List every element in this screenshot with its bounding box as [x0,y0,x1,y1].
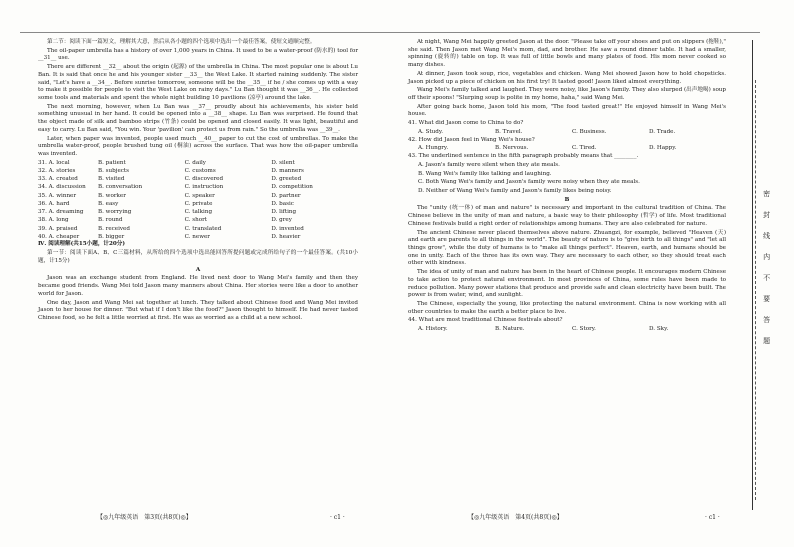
passage-paragraph: At night, Wang Mei happily greeted Jason at the door. "Please take off your shoes and put on slippers (拖鞋)," she said. Then Jason met Wang Mei's mom, dad, and brother. He saw a round dinner table. It had a smaller, spinning (旋转的) table on top. It was full of little bowls and many plates of food. His mom never cooked so many dishes. [408,39,726,69]
cloze-paragraph: The oil-paper umbrella has a history of over 1,000 years in China. It used to be a water-proof (防水的) tool for __31__ use. [38,47,358,62]
passage-paragraph: The "unity (统一体) of man and nature" is necessary and important in the cultural tradition of China. The Chinese believe in the unity of man and nature, a basic way to their philosophy (哲学) of life. Most traditional Chinese festivals build a right order of relationships among humans. They are also celebrated for nature. [408,205,726,227]
question-43-options [408,162,726,196]
cloze-option: 37. A. dreaming [38,209,84,216]
cloze-option: D. heavier [271,233,301,240]
question-43: 43. The underlined sentence in the fifth paragraph probably means that ________. [408,153,639,160]
cloze-option: 31. A. local [38,159,70,166]
answer-option: C. Story. [572,326,596,333]
section2-title: 第二节：阅读下面一篇短文，理解其大意，然后从各小题的四个选项中选出一个最佳答案，使短文通顺完整。 [46,39,316,45]
cloze-option: D. invented [271,225,304,232]
cloze-option: B. visited [98,176,125,183]
cloze-option: 34. A. discussion [38,184,86,191]
passage-b [408,205,726,316]
answer-option: D. Happy. [649,145,677,152]
question-options [408,145,726,153]
answer-option: B. Nervous. [495,145,529,152]
cloze-option: 32. A. stories [38,168,76,174]
passage-paragraph: After going back home, Jason told his mom, "The food tasted great!" He enjoyed himself in Wang Mei's house. [408,103,726,118]
cloze-option: B. worrying [98,209,132,216]
cloze-option: B. bigger [98,233,125,240]
answer-option: B. Travel. [495,128,523,135]
part4-title: Ⅳ. 阅读理解(共15小题，计20分) [38,241,126,248]
answer-option: B. Wang Wei's family like talking and laughing. [418,170,552,177]
cloze-option: C. customs [184,168,216,174]
answer-option: C. Tired. [572,145,597,152]
cloze-option: C. private [184,200,213,207]
cloze-paragraph: There are different __32__ about the origin (起源) of the umbrella in China. The most popular one is about Lu Ban. It is said that once he and his younger sister __33__ the West Lake. It started raining suddenly. The sister said, "Let's have a __34__. Before sunrise tomorrow, someone will be the __35__ if he / she comes up with a way to make it possible for people to visit the West Lake on rainy days." Lu Ban thought it was __36__. He collected some tools and materials and spent the whole night building 10 pavilions (凉亭) around the lake. [38,64,358,102]
answer-option: C. Both Wang Wei's family and Jason's family were noisy when they ate meals. [418,179,640,186]
cloze-option: C. daily [184,159,206,166]
cloze-option: D. lifting [271,209,297,216]
seal-line-margin [752,40,779,510]
cloze-options [38,160,358,242]
passage-a-right [408,39,726,119]
cloze-option: D. partner [271,192,301,199]
cloze-option: C. newer [184,233,210,240]
seal-dashed-line [755,80,756,500]
cloze-option: D. silent [271,159,295,166]
cloze-passage [38,48,358,159]
question-44-options [408,326,726,334]
cloze-option: C. instruction [184,184,224,191]
passage-paragraph: The idea of unity of man and nature has been in the heart of Chinese people. It encourages modern Chinese to take action to protect natural environment. In most provinces of China, some rules have been made to reduce pollution. Many power stations that produce and provide safe and clean electricity have been built. The power is from water, wind, and sunlight. [408,269,726,299]
cloze-paragraph: The next morning, however, when Lu Ban was __37__ proudly about his achievements, his sister held something unusual in her hand. It could be opened into a __38__ shape. Lu Ban was surprised. He found that the object made of silk and bamboo strips (竹条) could be opened and closed easily. It was light, beautiful and easy to carry. Lu Ban said, "You win. Your 'pavilion' can protect us from rain." So the umbrella was __39__. [38,103,358,133]
cloze-option: B. round [98,217,123,224]
passage-a-left [38,275,358,322]
cloze-option: 39. A. praised [38,225,78,232]
answer-option: A. Jason's family were silent when they ate meals. [418,161,560,168]
footer-left-mark: · c1 · [330,514,345,521]
passage-b-label: B [564,196,570,203]
cloze-option: D. basic [271,200,294,207]
passage-paragraph: At dinner, Jason took soup, rice, vegetables and chicken. Wang Mei showed Jason how to hold chopsticks. Jason picked up a piece of chicken on his first try! It tasted good! Jason liked almost everything. [408,70,726,85]
footer-right: 【◎九年级英语 第4页(共8页)◎】 [468,514,563,521]
answer-option: A. History. [418,326,448,333]
left-column [38,39,358,324]
part4-section1: 第一节：阅读下面A、B、C三篇材料，从所给的四个选项中选出能回答所提问题或完成所给句子的一个最佳答案。(共10小题，计15分) [38,250,358,264]
passage-paragraph: The ancient Chinese never placed themselves above nature. Zhuangzi, for example, believed "Heaven (天) and earth are parents to all things in the world". The beauty of nature is to "give birth to all things" and "let all things grow", while the duty of humans is to "make all things perfect". Heaven, earth, and humans should be one in unity. Each of the three has its own way. They are necessary to each other, so they should treat each other with kindness. [408,229,726,267]
cloze-option: C. talking [184,209,213,216]
passage-a-label: A [195,266,201,273]
footer-right-mark: · c1 · [705,514,720,521]
cloze-option: C. translated [184,225,222,232]
top-rule [20,32,760,33]
question: 41. What did Jason come to China to do? [408,120,524,127]
cloze-option: 33. A. created [38,176,78,183]
cloze-option: C. speaker [184,192,215,199]
cloze-option: D. manners [271,168,304,174]
answer-option: A. Study. [418,128,444,135]
cloze-option: 35. A. winner [38,192,77,199]
passage-paragraph: The Chinese, especially the young, like protecting the natural environment. China is now working with all other countries to make the earth a better place to live. [408,301,726,315]
cloze-option: D. grey [271,217,292,224]
cloze-option: B. easy [98,200,119,207]
cloze-option: C. discovered [184,176,224,183]
answer-option: D. Trade. [649,128,676,135]
questions-a [408,120,726,153]
answer-option: D. Neither of Wang Wei's family and Jason's family likes being noisy. [418,187,612,194]
cloze-option: 40. A. cheaper [38,233,80,240]
answer-option: B. Nature. [495,326,525,333]
answer-option: C. Business. [572,128,607,135]
question-options [408,129,726,137]
cloze-option: B. subjects [98,168,130,174]
passage-paragraph: Wang Mei's family talked and laughed. They were noisy, like Jason's family. They also slurped (出声地喝) soup off their spoons! "Slurping soup is polite in my home, haha," said Wang Mei. [408,87,726,102]
cloze-option: 36. A. hard [38,200,70,207]
cloze-option: 38. A. long [38,217,69,224]
seal-line-notice: 密封线内不要答题 [762,190,771,358]
passage-paragraph: One day, Jason and Wang Mei sat together at lunch. They talked about Chinese food and Wang Mei invited Jason to her house for dinner. "But what if I don't like the food?" Jason thought to himself. He had never tasted Chinese food, so he felt a little worried at first. He was as worried as a child at a new school. [38,299,358,321]
cloze-option: B. conversation [98,184,143,191]
passage-paragraph: Jason was an exchange student from England. He lived next door to Wang Mei's family and then they became good friends. Wang Mei told Jason many manners about China. Her stories were like a door to another world for Jason. [38,275,358,297]
cloze-option: B. worker [98,192,126,199]
cloze-option: C. short [184,217,208,224]
question-44: 44. What are most traditional Chinese festivals about? [408,317,563,324]
cloze-option: B. patient [98,159,126,166]
cloze-option: B. received [98,225,130,232]
cloze-option: D. greeted [271,176,302,183]
cloze-option: D. competition [271,184,313,191]
right-column [408,39,726,334]
answer-option: D. Sky. [649,326,669,333]
cloze-paragraph: Later, when paper was invented, people used much __40__ paper to cut the cost of umbrellas. To make the umbrella water-proof, people brushed tung oil (桐油) across the surface. That was how the oil-paper umbrella was invented. [38,135,358,158]
question: 42. How did Jason feel in Wang Wei's house? [408,136,535,143]
answer-option: A. Hungry. [418,145,449,152]
footer-left: 【◎九年级英语 第3页(共8页)◎】 [97,514,192,521]
